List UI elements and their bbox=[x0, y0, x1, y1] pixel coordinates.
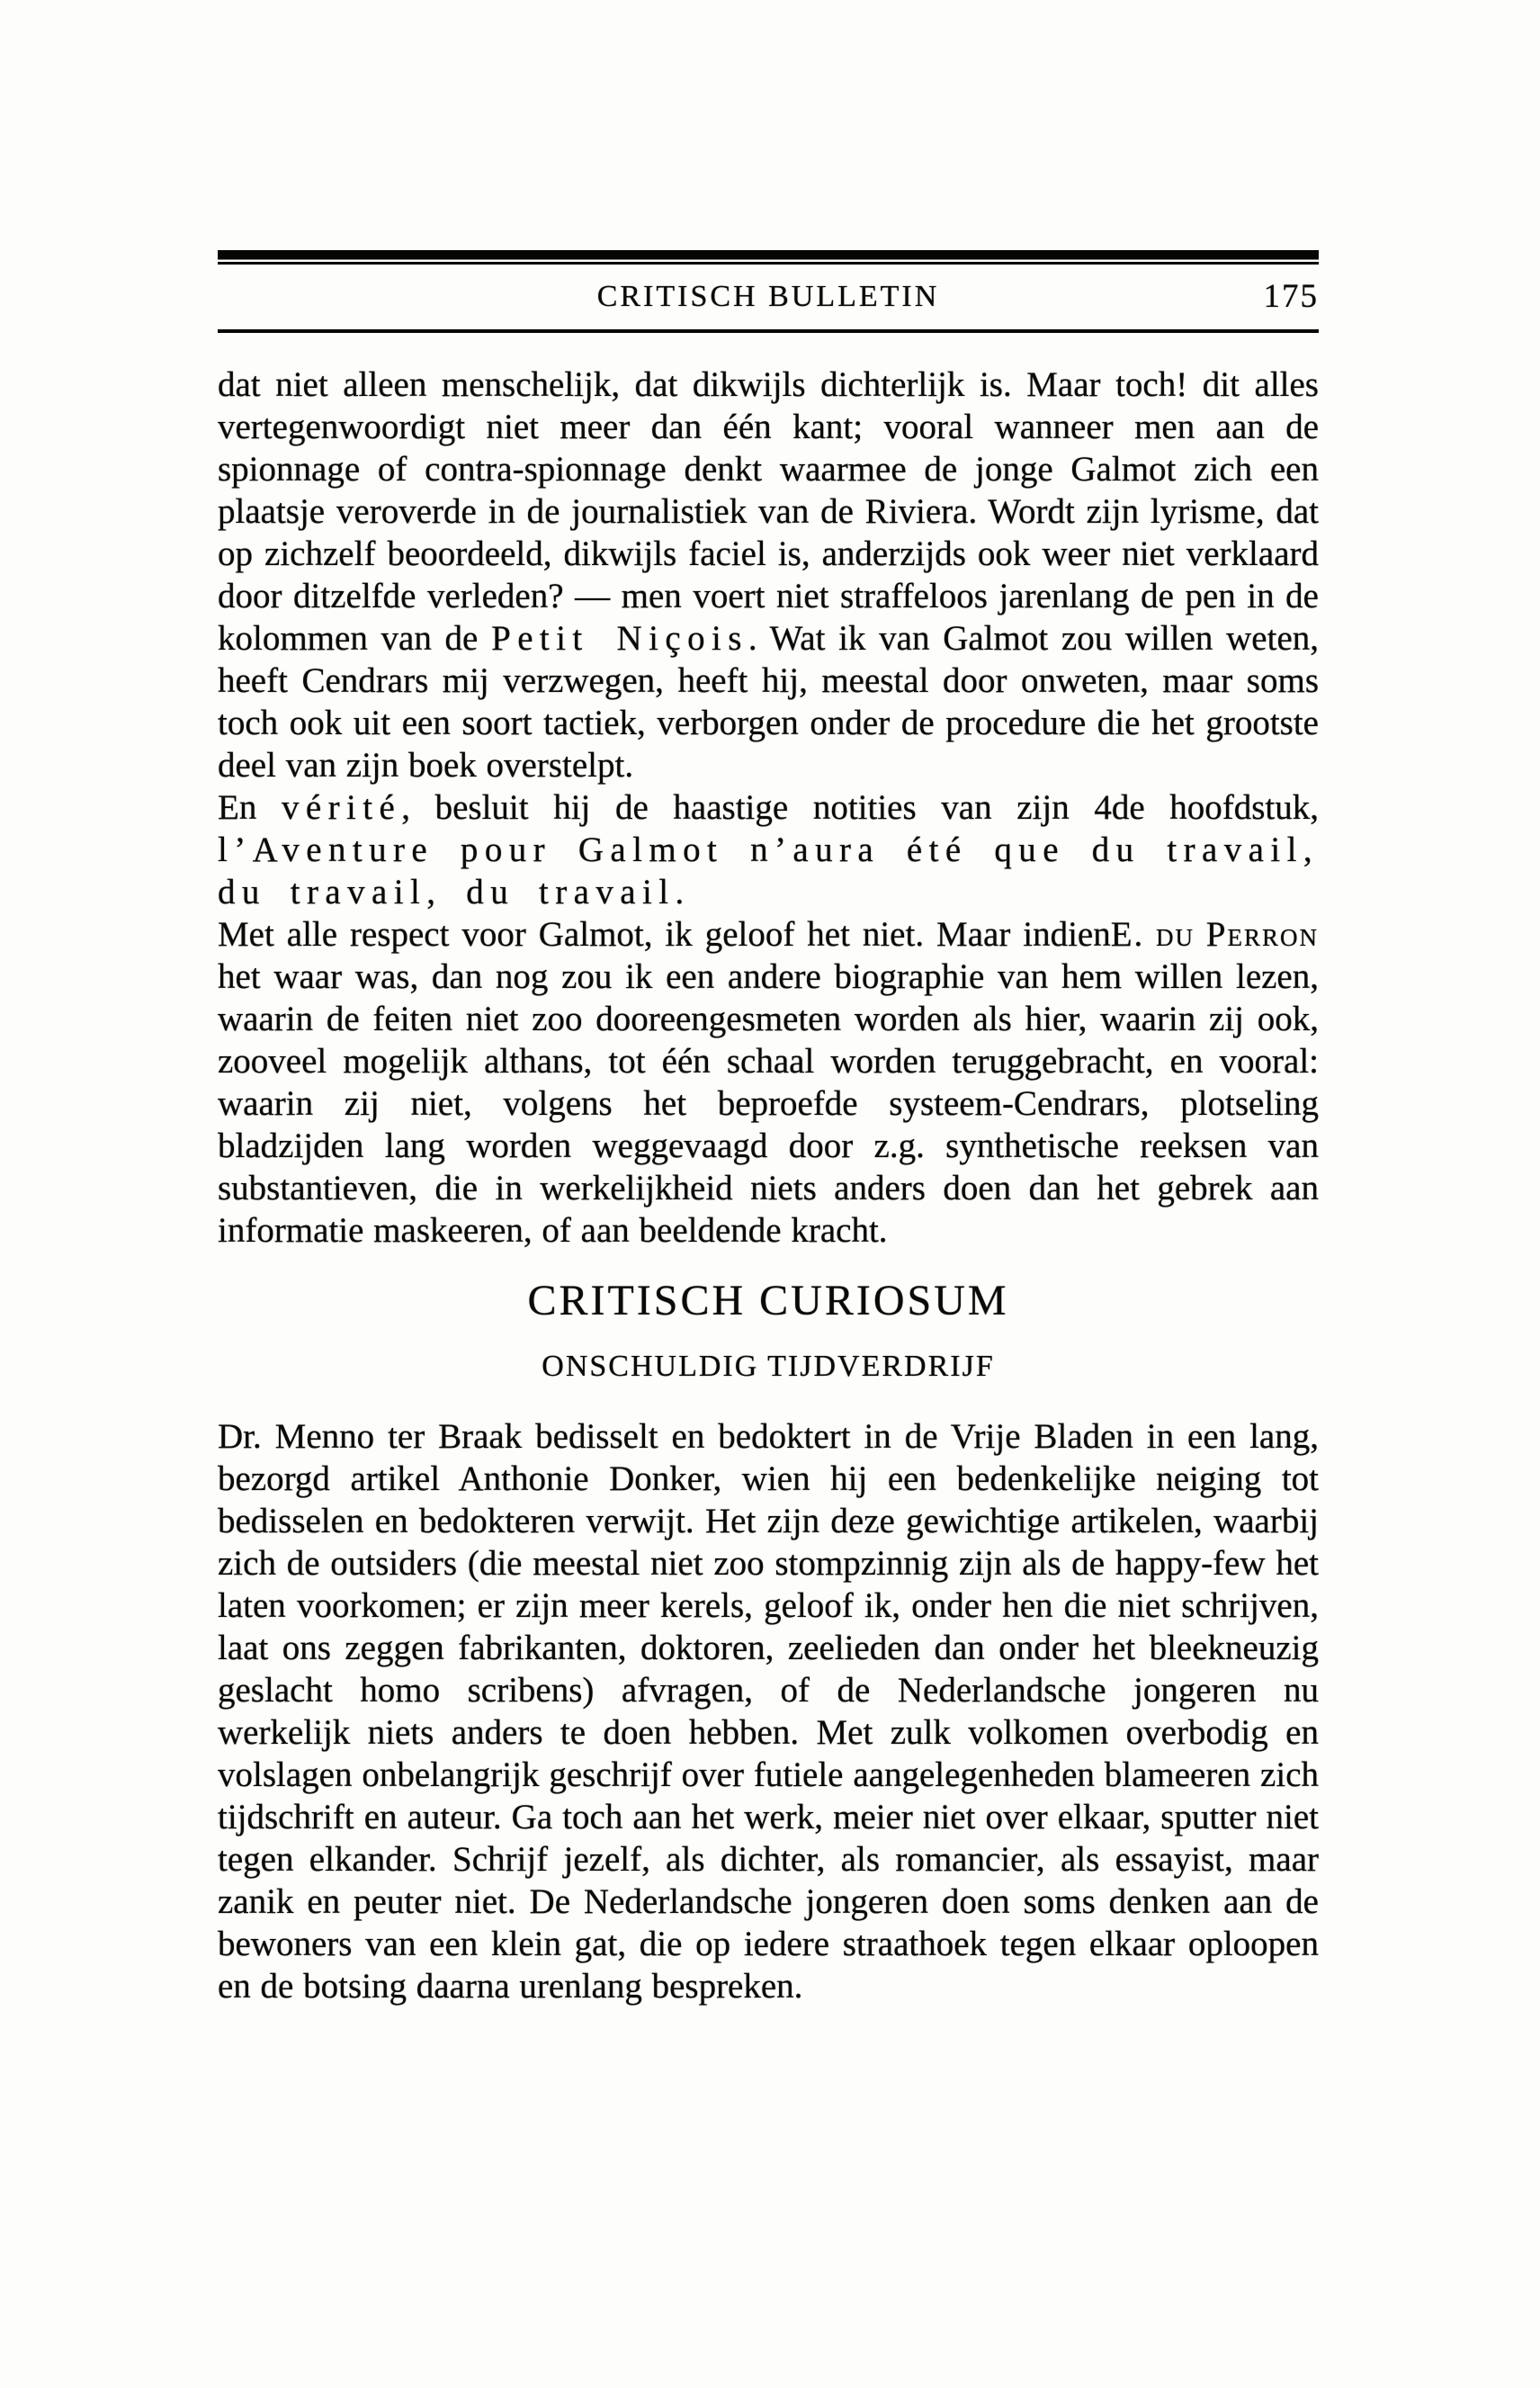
top-rule-thin bbox=[218, 262, 1319, 265]
text-run: dat niet alleen menschelijk, dat dikwijls dichterlijk is. Maar toch! dit alles vertegenwoordigt niet meer dan één kant; vooral wanneer men aan de spionnage of contra-spionnage denkt waarmee de jonge Galmot zich een plaatsje veroverde in de journalistiek van de Riviera. Wordt zijn lyrisme, dat op zichzelf beoordeeld, dikwijls faciel is, anderzijds ook weer niet verklaard door ditzelfde verleden? — men voert niet straffeloos jarenlang de pen in de kolommen van de bbox=[218, 365, 1319, 658]
text-run: , besluit hij de haastige notities van zijn 4de hoofdstuk, bbox=[401, 788, 1319, 827]
page-header bbox=[218, 250, 1319, 333]
text-run: . Wat ik van Galmot zou willen weten, heeft Cendrars mij verzwegen, heeft hij, meestal door onweten, maar soms toch ook uit een soort tactiek, verborgen onder de procedure die het grootste deel van zijn boek overstelpt. bbox=[218, 619, 1319, 785]
emphasized-text: Petit Niçois bbox=[491, 619, 748, 658]
running-head bbox=[218, 277, 1319, 317]
article-critisch-curiosum bbox=[218, 1277, 1319, 2007]
paragraph bbox=[218, 786, 1319, 913]
section-subheading: ONSCHULDIG TIJDVERDRIJF bbox=[542, 1350, 995, 1383]
paragraph-text bbox=[218, 915, 1319, 1250]
page-body bbox=[218, 364, 1319, 2007]
top-rule-thick bbox=[218, 250, 1319, 259]
author-signature: E. du Perron bbox=[1110, 915, 1319, 954]
text-run: En bbox=[218, 788, 282, 827]
paragraph bbox=[218, 913, 1319, 1252]
emphasized-text: vérité bbox=[281, 788, 402, 827]
emphasized-text: l’Aventure pour Galmot n’aura été que du travail, du travail, du travail. bbox=[218, 830, 1319, 911]
article-galmot-review bbox=[218, 364, 1319, 1252]
paragraph bbox=[218, 364, 1319, 786]
article-curiosum-body bbox=[218, 1415, 1319, 2007]
text-run: Met alle respect voor Galmot, ik geloof het niet. Maar indien het waar was, dan nog zou ik een andere biographie van hem willen lezen, waarin de feiten niet zoo dooreengesmeten worden als hier, waarin zij ook, zooveel mogelijk althans, tot één schaal worden teruggebracht, en vooral: waarin zij niet, volgens het beproefde systeem-Cendrars, plotseling bladzijden lang worden weggevaagd door z.g. synthetische reeksen van substantieven, die in werkelijkheid niets anders doen dan het gebrek aan informatie maskeeren, of aan beeldende kracht. bbox=[218, 915, 1319, 1250]
section-heading: CRITISCH CURIOSUM bbox=[527, 1277, 1009, 1324]
header-rule bbox=[218, 329, 1319, 333]
journal-title: CRITISCH BULLETIN bbox=[596, 280, 940, 313]
page-number: 175 bbox=[1263, 278, 1319, 315]
text-run: Dr. Menno ter Braak bedisselt en bedoktert in de Vrije Bladen in een lang, bezorgd artikel Anthonie Donker, wien hij een bedenkelijke neiging tot bedisselen en bedokteren verwijt. Het zijn deze gewichtige artikelen, waarbij zich de outsiders (die meestal niet zoo stompzinnig zijn als de happy-few het laten voorkomen; er zijn meer kerels, geloof ik, onder hen die niet schrijven, laat ons zeggen fabrikanten, doktoren, zeelieden dan onder het bleekneuzig geslacht homo scribens) afvragen, of de Nederlandsche jongeren nu werkelijk niets anders te doen hebben. Met zulk volkomen overbodig en volslagen onbelangrijk geschrijf over futiele aangelegenheden blameeren zich tijdschrift en auteur. Ga toch aan het werk, meier niet over elkaar, sputter niet tegen elkander. Schrijf jezelf, als dichter, als romancier, als essayist, maar zanik en peuter niet. De Nederlandsche jongeren doen soms denken aan de bewoners van een klein gat, die op iedere straathoek tegen elkaar oploopen en de botsing daarna urenlang bespreken. bbox=[218, 1417, 1319, 2006]
text-column bbox=[218, 250, 1319, 2007]
paragraph bbox=[218, 1415, 1319, 2007]
